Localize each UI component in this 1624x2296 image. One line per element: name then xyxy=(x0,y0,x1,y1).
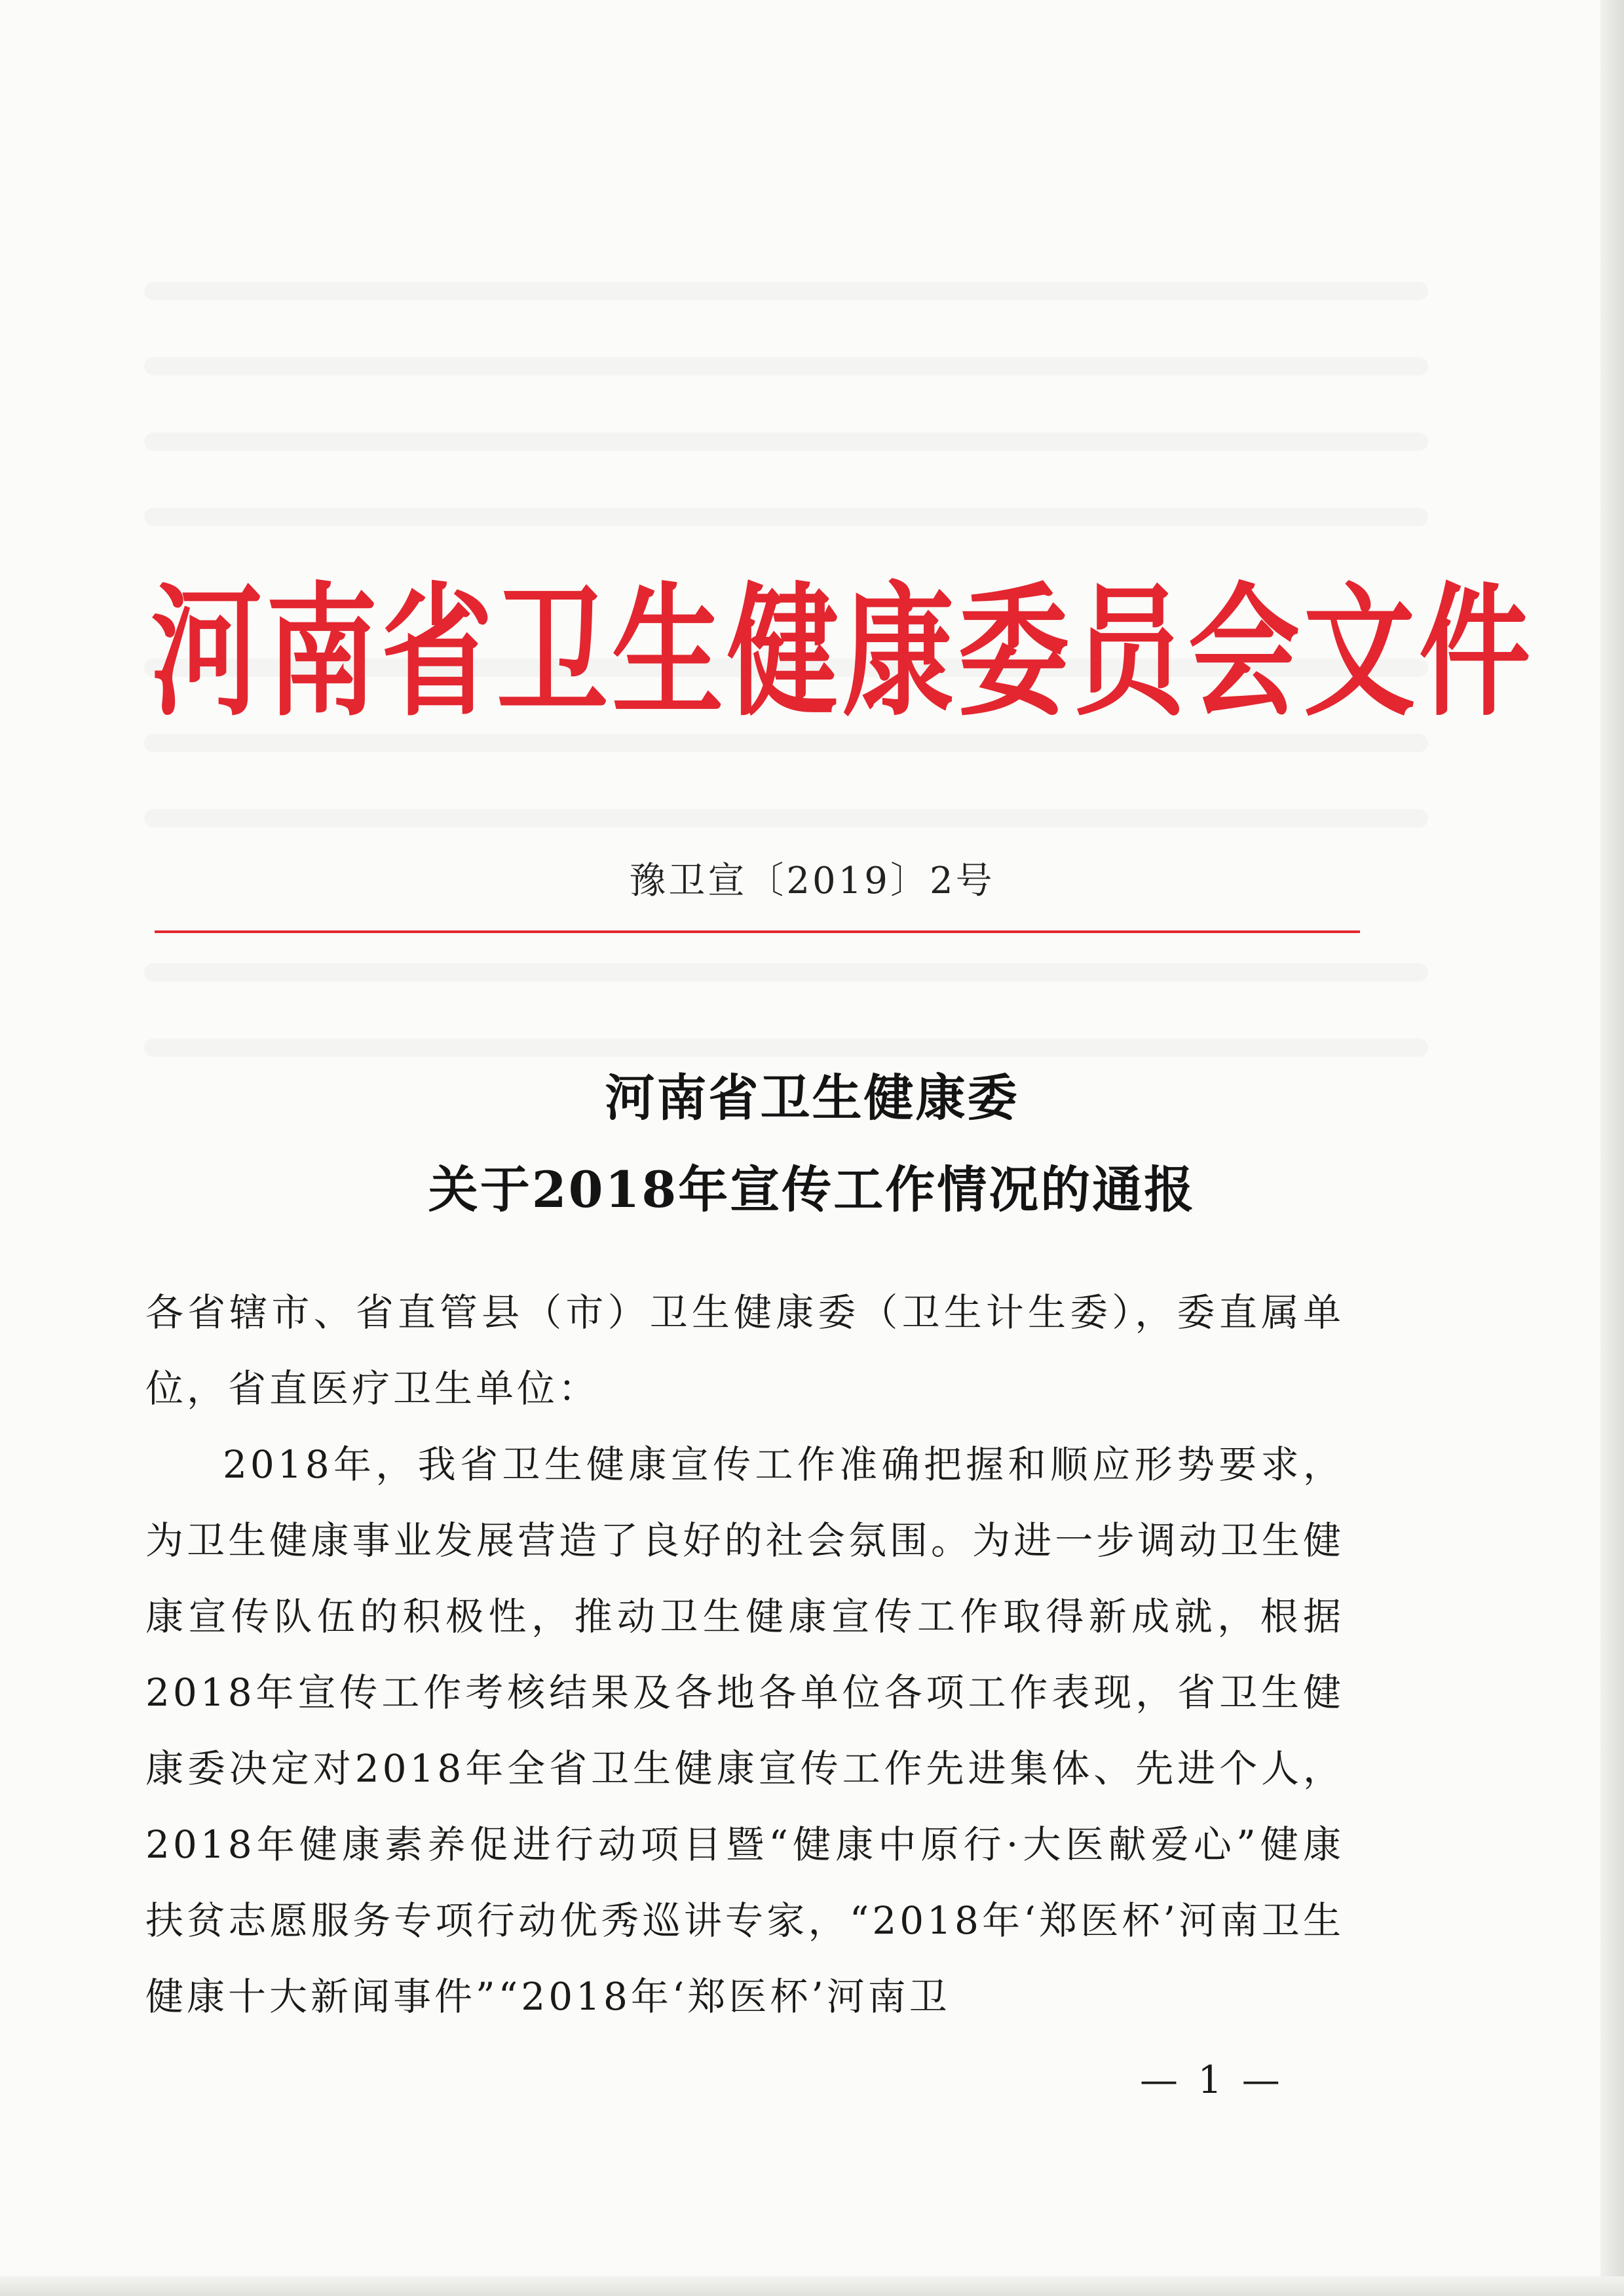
bleed-through-line xyxy=(144,1039,1428,1057)
bleed-through-line xyxy=(144,432,1428,451)
page-number: — 1 — xyxy=(1140,2057,1284,2102)
document-number: 豫卫宣〔2019〕2号 xyxy=(629,860,995,902)
document-title-line2: 关于2018年宣传工作情况的通报 xyxy=(428,1160,1196,1219)
bleed-through-line xyxy=(144,357,1428,375)
scan-bottom-shadow xyxy=(0,2276,1624,2296)
bleed-through-line xyxy=(144,809,1428,828)
bleed-through-line xyxy=(144,963,1428,982)
body-paragraph: 2018年，我省卫生健康宣传工作准确把握和顺应形势要求，为卫生健康事业发展营造了良好的社会氛围。为进一步调动卫生健康宣传队伍的积极性，推动卫生健康宣传工作取得新成就，根据2018年宣传工作考核结果及各地各单位各项工作表现，省卫生健康委决定对2018年全省卫生健康宣传工作先进集体、先进个人，2018年健康素养促进行动项目暨“健康中原行·大医献爱心”健康扶贫志愿服务专项行动优秀巡讲专家，“2018年‘郑医杯’河南卫生健康十大新闻事件”“2018年‘郑医杯’河南卫 xyxy=(145,1442,1344,2019)
scan-edge-shadow xyxy=(1600,0,1624,2296)
bleed-through-line xyxy=(144,282,1428,300)
bleed-through-line xyxy=(144,508,1428,526)
red-divider-line xyxy=(155,930,1360,933)
salutation: 各省辖市、省直管县（市）卫生健康委（卫生计生委），委直属单位，省直医疗卫生单位： xyxy=(145,1290,1344,1411)
document-body xyxy=(145,1274,1344,2035)
document-title-line1: 河南省卫生健康委 xyxy=(605,1069,1019,1127)
document-header: 河南省卫生健康委员会文件 xyxy=(151,568,1535,737)
